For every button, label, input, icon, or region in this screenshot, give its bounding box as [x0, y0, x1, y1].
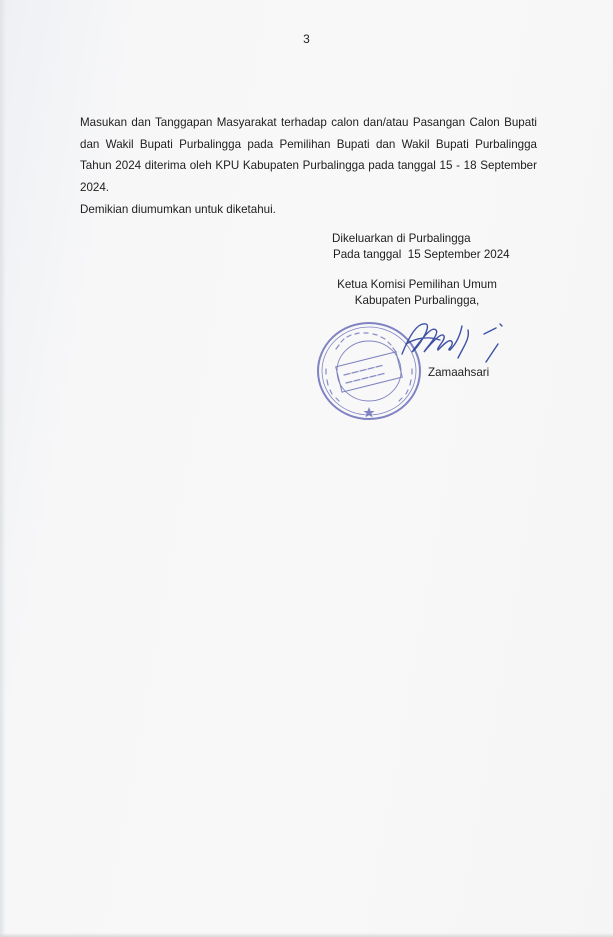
issued-block — [332, 231, 510, 263]
issued-date: Pada tanggal 15 September 2024 — [333, 248, 510, 261]
handwritten-signature — [400, 318, 510, 364]
signatory-name: Zamaahsari — [428, 366, 490, 379]
signatory-title-line1: Ketua Komisi Pemilihan Umum — [337, 278, 497, 291]
issued-place: Dikeluarkan di Purbalingga — [332, 232, 471, 245]
scan-edge-shadow — [0, 0, 6, 937]
closing-statement: Demikian diumumkan untuk diketahui. — [80, 203, 276, 216]
body-paragraph: Masukan dan Tanggapan Masyarakat terhadap calon dan/atau Pasangan Calon Bupati dan Wakil Bupati Purbalingga pada Pemilihan Bupati dan Wakil Bupati Purbalingga Tahun 2024 diterima oleh KPU Kabupaten Purbalingga pada tanggal 15 - 18 September 2024. — [80, 116, 537, 194]
signatory-title-line2: Kabupaten Purbalingga, — [354, 294, 480, 307]
scan-bottom-edge — [0, 933, 613, 937]
signatory-title — [333, 277, 501, 309]
page-number: 3 — [303, 32, 310, 46]
